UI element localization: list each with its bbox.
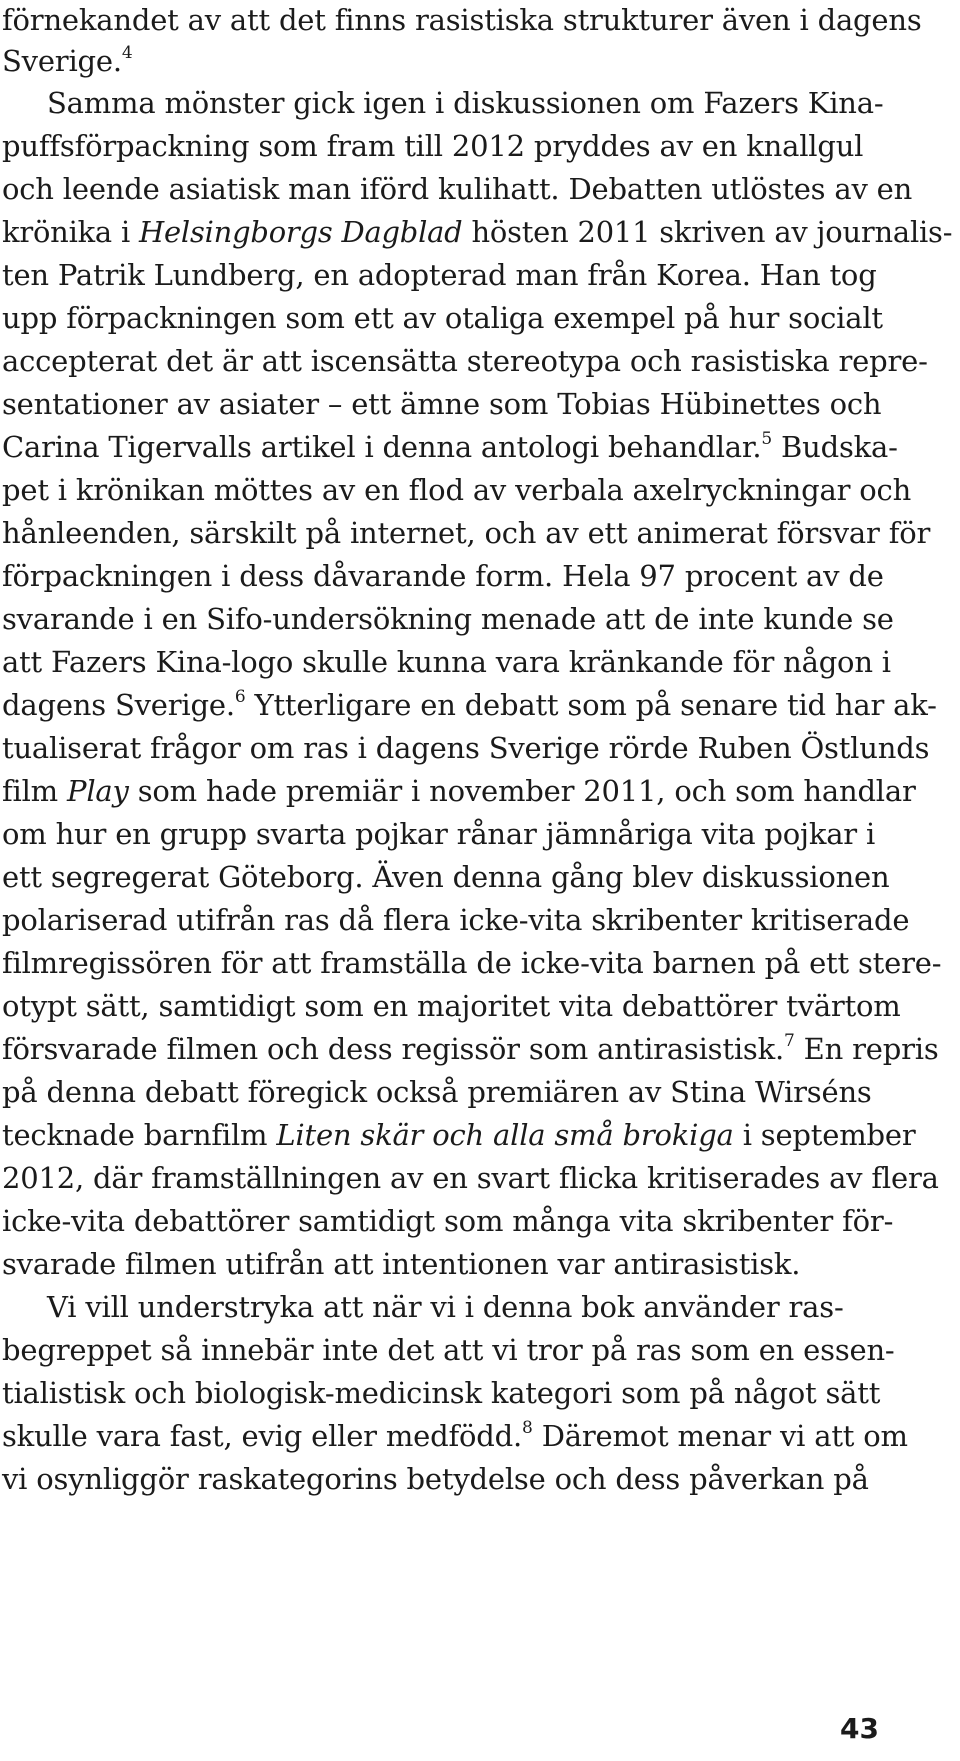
text-line: ett segregerat Göteborg. Även denna gång blev diskussionen [2,860,890,894]
text-line: polariserad utifrån ras då flera icke-vita skribenter kritiserade [2,903,910,937]
text-line: otypt sätt, samtidigt som en majoritet vita debattörer tvärtom [2,989,901,1023]
text-line: 2012, där framställningen av en svart flicka kritiserades av flera [2,1161,939,1195]
text-line: filmregissören för att framställa de icke-vita barnen på ett stere- [2,946,942,980]
text-line: svarande i en Sifo-undersökning menade att de inte kunde se [2,602,894,636]
text-line: hånleenden, särskilt på internet, och av ett animerat försvar för [2,516,931,550]
text-line: tialistisk och biologisk-medicinsk kategori som på något sätt [2,1376,881,1410]
page-number: 43 [840,1712,879,1745]
text-line: skulle vara fast, evig eller medfödd.$^8$ Däremot menar vi att om [2,1418,908,1453]
film-title: Play [67,774,129,808]
text-line: förpackningen i dess dåvarande form. Hela 97 procent av de [2,559,884,593]
paragraph-first-line: Samma mönster gick igen i diskussionen om Fazers Kina- [47,86,884,120]
text-line: sentationer av asiater – ett ämne som Tobias Hübinettes och [2,387,882,421]
newspaper-title: Helsingborgs Dagblad [139,215,463,249]
text-line: försvarade filmen och dess regissör som antirasistisk.$^7$ En repris [2,1031,939,1066]
text-line: på denna debatt föregick också premiären av Stina Wirséns [2,1075,872,1109]
text-line: pet i krönikan möttes av en flod av verbala axelryckningar och [2,473,912,507]
text-line: att Fazers Kina-logo skulle kunna vara kränkande för någon i [2,645,891,679]
paragraph-first-line: Vi vill understryka att när vi i denna bok använder ras- [47,1290,844,1324]
text-line: om hur en grupp svarta pojkar rånar jämnåriga vita pojkar i [2,817,876,851]
text-line: förnekandet av att det finns rasistiska strukturer även i dagens [2,3,922,37]
text-line: puffsförpackning som fram till 2012 pryddes av en knallgul [2,129,864,163]
footnote-ref[interactable]: 6 [234,687,246,708]
footnote-ref[interactable]: 5 [761,429,773,450]
footnote-ref[interactable]: 7 [783,1031,795,1052]
text-line: ten Patrik Lundberg, en adopterad man från Korea. Han tog [2,258,877,292]
text-line: och leende asiatisk man iförd kulihatt. Debatten utlöstes av en [2,172,913,206]
text-line: Carina Tigervalls artikel i denna antologi behandlar.$^5$ Budska- [2,429,898,464]
text-line: tualiserat frågor om ras i dagens Sverige rörde Ruben Östlunds [2,731,930,765]
text-line: svarade filmen utifrån att intentionen var antirasistisk. [2,1247,801,1281]
text-line: upp förpackningen som ett av otaliga exempel på hur socialt [2,301,883,335]
footnote-ref[interactable]: 8 [522,1418,533,1439]
text-line: tecknade barnfilm Liten skär och alla små brokiga i september [2,1118,916,1152]
text-line: begreppet så innebär inte det att vi tror på ras som en essen- [2,1333,895,1367]
footnote-ref[interactable]: 4 [121,43,133,64]
text-line: vi osynliggör raskategorins betydelse och dess påverkan på [2,1462,869,1496]
text-line: krönika i Helsingborgs Dagblad hösten 2011 skriven av journalis- [2,215,953,249]
text-line: icke-vita debattörer samtidigt som många vita skribenter för- [2,1204,894,1238]
text-line: Sverige.$^4$ [2,43,133,78]
text-line: film Play som hade premiär i november 2011, och som handlar [2,774,916,808]
text-line: dagens Sverige.$^6$ Ytterligare en debatt som på senare tid har ak- [2,687,937,722]
text-line: accepterat det är att iscensätta stereotypa och rasistiska repre- [2,344,928,378]
film-title: Liten skär och alla små brokiga [276,1118,734,1152]
